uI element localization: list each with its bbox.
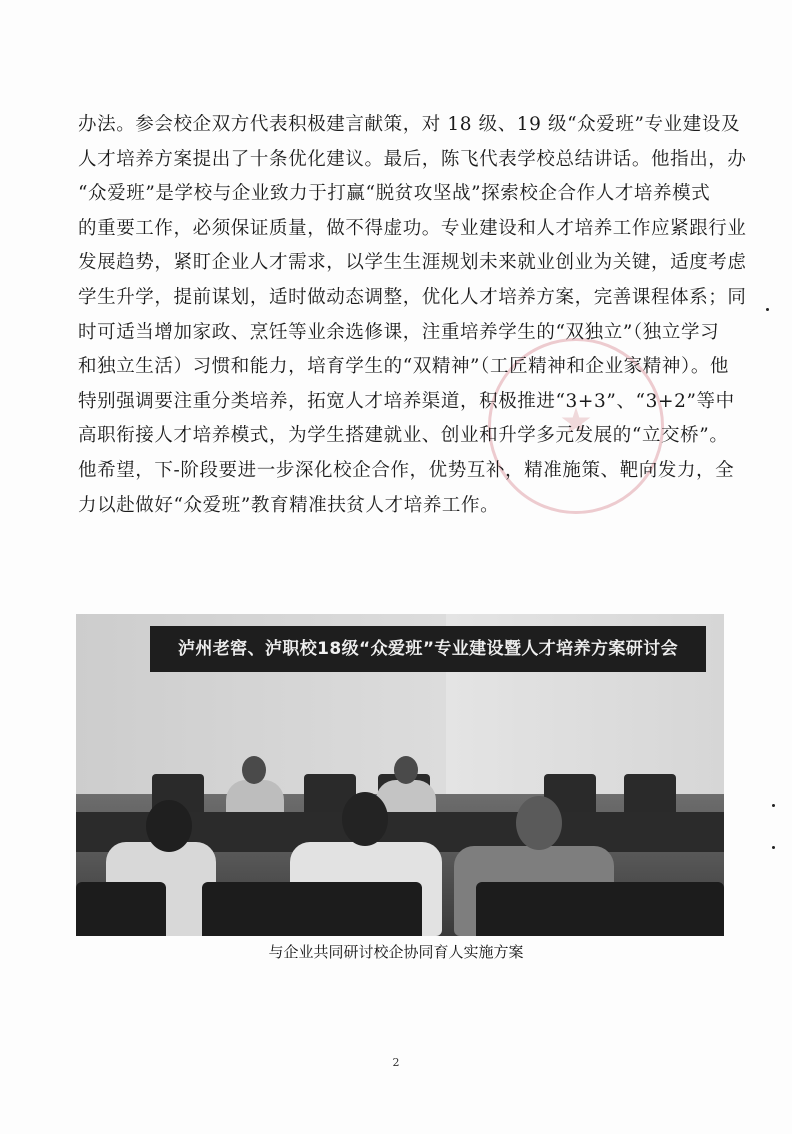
scan-speck — [772, 846, 775, 849]
photo-person-head — [342, 792, 388, 846]
photo-front-chair — [76, 882, 166, 936]
photo-person-head — [516, 796, 562, 850]
body-line: 办法。参会校企双方代表积极建言献策，对 18 级、19 级“众爱班”专业建设及 — [78, 114, 741, 135]
body-line: “众爱班”是学校与企业致力于打赢“脱贫攻坚战”探索校企合作人才培养模式 — [78, 183, 711, 205]
body-line: 学生升学，提前谋划，适时做动态调整，优化人才培养方案，完善课程体系；同 — [78, 286, 747, 308]
meeting-photo — [76, 614, 724, 936]
photo-banner: 泸州老窖、泸职校18级“众爱班”专业建设暨人才培养方案研讨会 — [150, 626, 706, 672]
photo-person-head — [394, 756, 418, 784]
scan-speck — [772, 804, 775, 807]
body-paragraph — [78, 108, 747, 523]
body-line: 特别强调要注重分类培养，拓宽人才培养渠道，积极推进“3+3”、“3+2”等中 — [78, 390, 735, 412]
body-line: 他希望，下-阶段要进一步深化校企合作，优势互补，精准施策、靶向发力，全 — [78, 459, 735, 481]
photo-front-chair — [476, 882, 724, 936]
photo-person-head — [242, 756, 266, 784]
photo-caption: 与企业共同研讨校企协同育人实施方案 — [268, 943, 524, 961]
body-line: 发展趋势，紧盯企业人才需求，以学生生涯规划未来就业创业为关键，适度考虑 — [78, 252, 747, 274]
body-line: 和独立生活）习惯和能力，培育学生的“双精神”（工匠精神和企业家精神）。他 — [78, 356, 730, 378]
body-line: 的重要工作，必须保证质量，做不得虚功。专业建设和人才培养工作应紧跟行业 — [78, 217, 747, 239]
body-line: 力以赴做好“众爱班”教育精准扶贫人才培养工作。 — [78, 494, 500, 516]
body-line: 高职衔接人才培养模式，为学生搭建就业、创业和升学多元发展的“立交桥”。 — [78, 425, 729, 447]
scan-speck — [766, 308, 769, 311]
body-line: 人才培养方案提出了十条优化建议。最后，陈飞代表学校总结讲话。他指出，办 — [78, 148, 747, 170]
photo-person-head — [146, 800, 192, 852]
photo-front-chair — [202, 882, 422, 936]
body-line: 时可适当增加家政、烹饪等业余选修课，注重培养学生的“双独立”（独立学习 — [78, 321, 720, 343]
page-number: 2 — [392, 1056, 400, 1069]
